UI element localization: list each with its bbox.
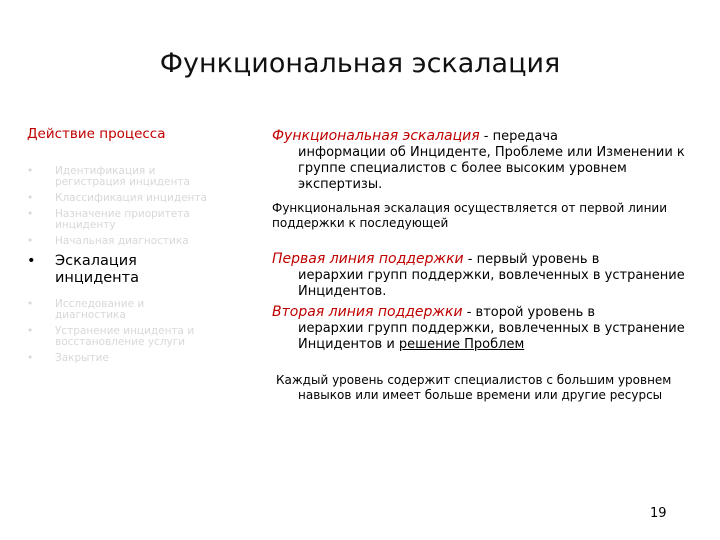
step-label: Устранение инцидента и восстановление услуги [55,325,195,348]
step-item [27,193,217,204]
term-first-line: Первая линия поддержки [272,251,464,267]
term-functional-escalation: Функциональная эскалация [272,128,480,144]
step-item [27,166,217,188]
definition-text: информации об Инциденте, Проблеме или Изменении к группе специалистов с более высоким уровнем экспертизы. [298,145,685,192]
step-label: Эскалация инцидента [55,253,139,286]
functional-escalation-note: Функциональная эскалация осуществляется от первой линии поддержки к последующей [272,201,668,230]
definition-separator: - второй уровень в [462,305,596,320]
step-item [27,299,217,321]
step-item-current [27,253,217,287]
page-number: 19 [650,506,667,521]
bullet: • [27,165,34,177]
step-item [27,353,217,364]
definition-separator: - первый уровень в [463,252,600,267]
functional-escalation-definition [272,128,692,193]
bullet: • [27,208,34,220]
step-item [27,236,217,247]
first-line-definition [272,251,692,300]
definition-text-part: иерархии групп поддержки, вовлеченных в устранение Инцидентов и [298,321,685,352]
bullet: • [27,253,36,269]
step-item [27,326,217,348]
step-label: Классификация инцидента [55,192,207,204]
levels-note [272,373,692,403]
second-line-definition [272,304,692,353]
step-item [27,209,217,231]
step-label: Идентификация и регистрация инцидента [55,165,190,188]
step-label: Назначение приоритета инциденту [55,208,190,231]
step-label: Исследование и диагностика [55,298,145,321]
step-label: Закрытие [55,352,109,364]
definition-text: иерархии групп поддержки, вовлеченных в устранение Инцидентов. [298,268,685,299]
bullet: • [27,298,34,310]
bullet: • [27,325,34,337]
bullet: • [27,235,34,247]
process-actions-heading: Действие процесса [27,126,166,142]
bullet: • [27,352,34,364]
step-label: Начальная диагностика [55,235,189,247]
definition-text [272,321,692,353]
process-steps-list [27,166,217,369]
definition-separator: - передача [479,129,558,144]
term-second-line: Вторая линия поддержки [272,304,463,320]
levels-note-text: Каждый уровень содержит специалистов с большим уровнем навыков или имеет больше времени или другие ресурсы [276,373,672,402]
bullet: • [27,192,34,204]
definitions-column [272,128,692,403]
slide-title: Функциональная эскалация [159,48,561,79]
problem-resolution-link[interactable]: решение Проблем [398,337,525,352]
